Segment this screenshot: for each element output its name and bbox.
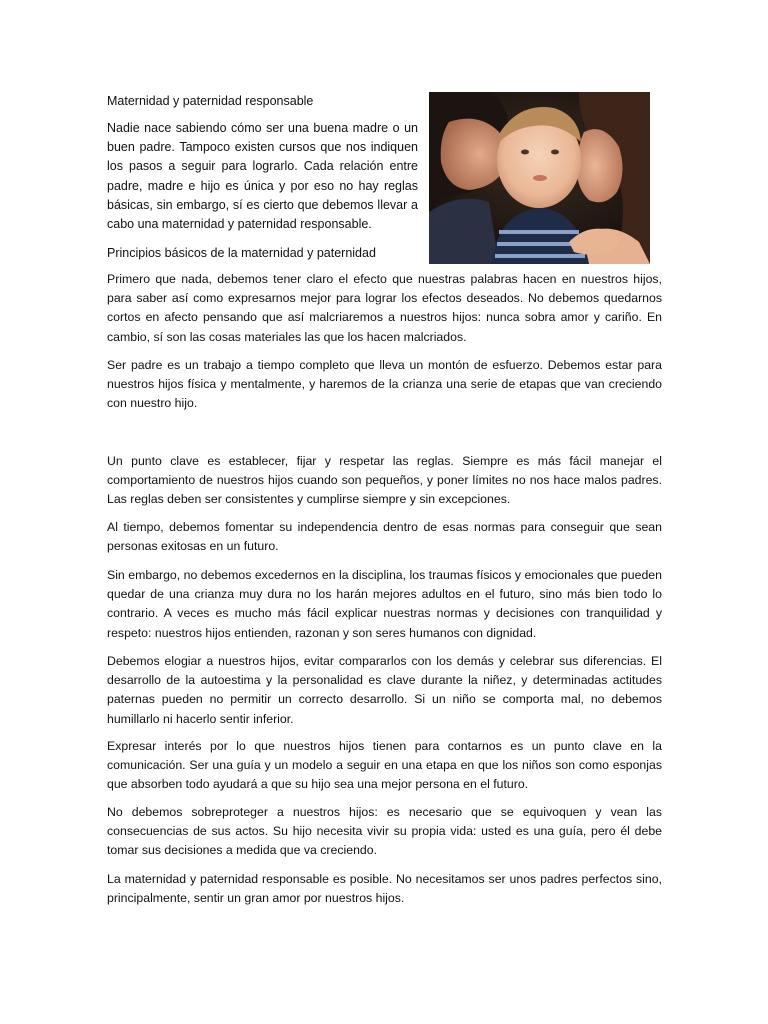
- paragraph-8: No debemos sobreproteger a nuestros hijos: es necesario que se equivoquen y vean las consecuencias de sus actos. Su hijo necesita vivir su propia vida: usted es una guía, pero él debe tomar sus decisiones a medida que va creciendo.: [107, 805, 662, 858]
- paragraph-5: Sin embargo, no debemos excedernos en la disciplina, los traumas físicos y emocionales que pueden quedar de una crianza muy dura no los harán mejores adultos en el futuro, sino más bien todo lo contrario. A veces es mucho más fácil explicar nuestras normas y decisiones con tranquilidad y respeto: nuestros hijos entienden, razonan y son seres humanos con dignidad.: [107, 568, 662, 640]
- intro-paragraph: Nadie nace sabiendo cómo ser una buena madre o un buen padre. Tampoco existen cursos que nos indiquen los pasos a seguir para lograrlo. Cada relación entre padre, madre e hijo es única y por eso no hay reglas básicas, sin embargo, sí es cierto que debemos llevar a cabo una maternidad y paternidad responsable.: [107, 121, 418, 232]
- paragraph-3: Un punto clave es establecer, fijar y respetar las reglas. Siempre es más fácil manejar el comportamiento de nuestros hijos cuando son pequeños, y poner límites no nos hace malos padres. Las reglas deben ser consistentes y cumplirse siempre y sin excepciones.: [107, 454, 662, 507]
- document-title: Maternidad y paternidad responsable: [107, 94, 314, 108]
- paragraph-2: Ser padre es un trabajo a tiempo completo que lleva un montón de esfuerzo. Debemos estar para nuestros hijos física y mentalmente, y haremos de la crianza una serie de etapas que van creciendo con nuestro hijo.: [107, 358, 662, 411]
- paragraph-9: La maternidad y paternidad responsable es posible. No necesitamos ser unos padres perfectos sino, principalmente, sentir un gran amor por nuestros hijos.: [107, 872, 662, 906]
- paragraph-7: Expresar interés por lo que nuestros hijos tienen para contarnos es un punto clave en la comunicación. Ser una guía y un modelo a seguir en una etapa en que los niños son como esponjas que absorben todo ayudará a que su hijo sea una mejor persona en el futuro.: [107, 739, 662, 792]
- paragraph-4: Al tiempo, debemos fomentar su independencia dentro de esas normas para conseguir que sean personas exitosas en un futuro.: [107, 520, 662, 554]
- paragraph-1: Primero que nada, debemos tener claro el efecto que nuestras palabras hacen en nuestros hijos, para saber así como expresarnos mejor para lograr los efectos deseados. No debemos quedarnos cortos en afecto pensando que así malcriaremos a nuestros hijos: nunca sobra amor y cariño. En cambio, sí son las cosas materiales las que los hacen malcriados.: [107, 272, 662, 344]
- section-subtitle: Principios básicos de la maternidad y paternidad: [107, 246, 376, 260]
- paragraph-6: Debemos elogiar a nuestros hijos, evitar compararlos con los demás y celebrar sus diferencias. El desarrollo de la autoestima y la personalidad es clave durante la niñez, y determinadas actitudes paternas pueden no permitir un correcto desarrollo. Si un niño se comporta mal, no debemos humillarlo ni hacerlo sentir inferior.: [107, 654, 662, 726]
- family-photo: [429, 92, 650, 264]
